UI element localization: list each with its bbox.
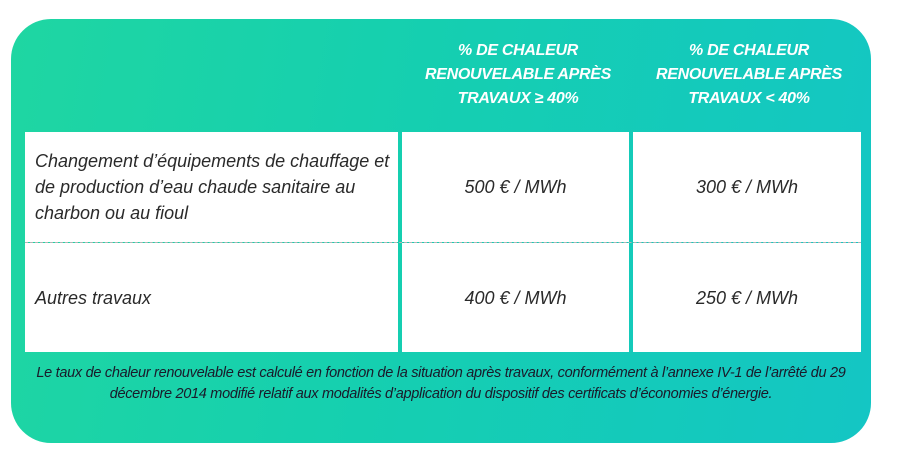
- value-other-lt-40: 250 € / MWh: [633, 243, 861, 352]
- row-divider: [25, 242, 861, 243]
- bonus-rate-card: [11, 19, 871, 443]
- row-label-heating-equipment: Changement d’équipements de chauffage et de production d’eau chaude sanitaire au charbon ou au fioul: [25, 132, 398, 242]
- row-label-other-works: Autres travaux: [25, 243, 398, 352]
- value-heating-ge-40: 500 € / MWh: [402, 132, 629, 242]
- header-renewable-ge-40: % DE CHALEUR RENOUVELABLE APRÈS TRAVAUX ≥ 40%: [424, 42, 612, 107]
- header-renewable-lt-40: % DE CHALEUR RENOUVELABLE APRÈS TRAVAUX < 40%: [655, 42, 843, 107]
- footnote: Le taux de chaleur renouvelable est calculé en fonction de la situation après travaux, conformément à l’annexe IV-1 de l’arrêté du 29 décembre 2014 modifié relatif aux modalités d’application du dispositif des certificats d’économies d’énergie.: [36, 365, 846, 402]
- value-other-ge-40: 400 € / MWh: [402, 243, 629, 352]
- value-heating-lt-40: 300 € / MWh: [633, 132, 861, 242]
